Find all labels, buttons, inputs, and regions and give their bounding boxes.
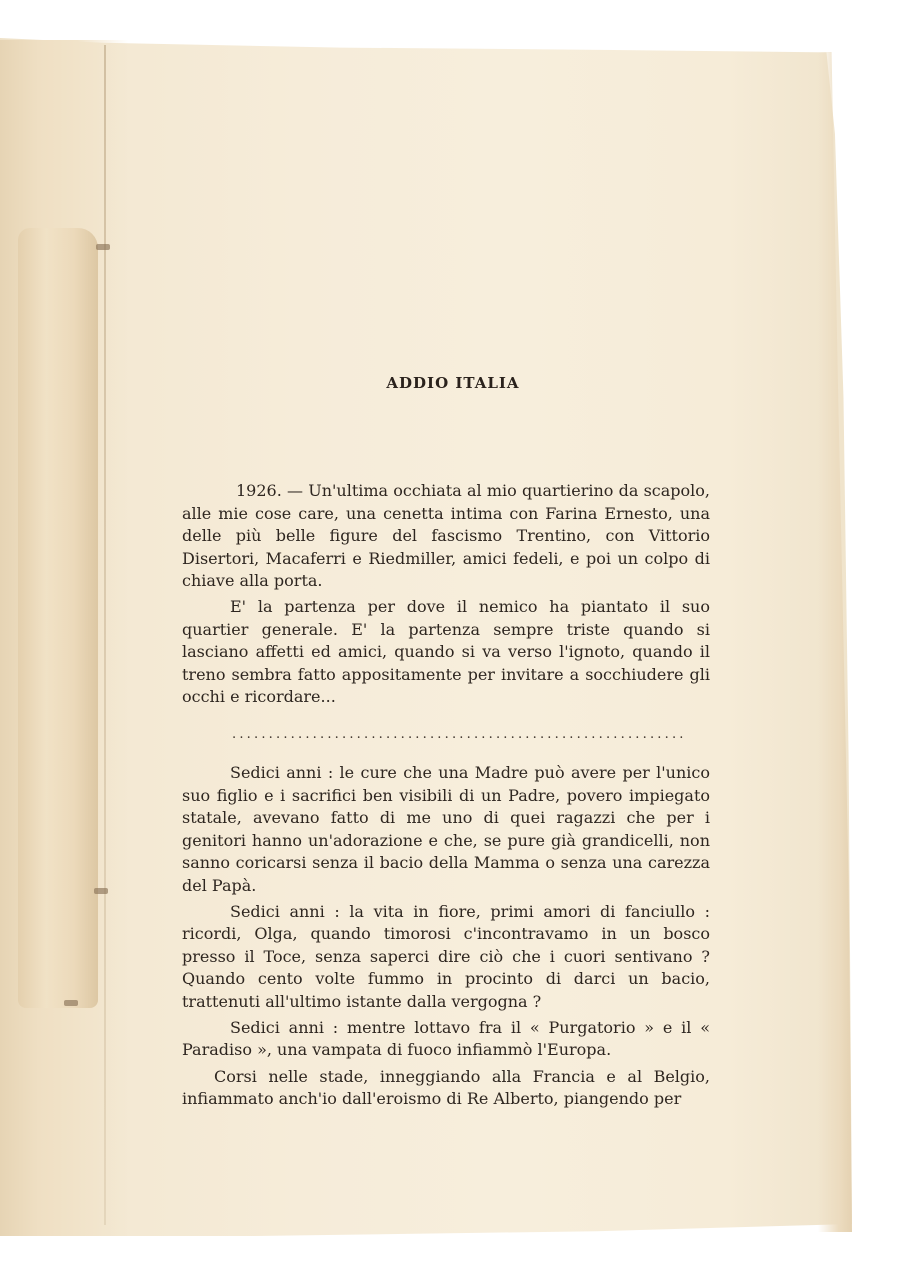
- binding-hole: [64, 1000, 78, 1006]
- binding-hole: [96, 244, 110, 250]
- binding-hole: [94, 888, 108, 894]
- paper-fold: [18, 228, 98, 1008]
- paragraph: Sedici anni : la vita in fiore, primi amori di fanciullo : ricordi, Olga, quando timorosi c'incontravamo in un bosco presso il Toce, senza saperci dire ciò che i cuori sentivano ? Quando cento volte fummo in procinto di darci un bacio, trattenuti all'ultimo istante dalla vergogna ?: [182, 901, 710, 1011]
- paragraph: Sedici anni : mentre lottavo fra il « Purgatorio » e il « Paradiso », una vampata di fuoco infiammò l'Europa.: [182, 1017, 710, 1060]
- paragraph: Corsi nelle stade, inneggiando alla Francia e al Belgio, infiammato anch'io dall'eroismo di Re Alberto, piangendo per: [182, 1066, 710, 1109]
- paragraph: E' la partenza per dove il nemico ha piantato il suo quartier generale. E' la partenza sempre triste quando si lasciano affetti ed amici, quando si va verso l'ignoto, quando il treno sembra fatto appositamente per invitare a socchiudere gli occhi e ricordare...: [182, 597, 710, 707]
- paragraph: 1926. — Un'ultima occhiata al mio quartierino da scapolo, alle mie cose care, una cenetta intima con Farina Ernesto, una delle più belle figure del fascismo Trentino, con Vittorio Disertori, Macaferri e Riedmiller, amici fedeli, e poi un colpo di chiave alla porta.: [182, 481, 710, 591]
- binding-crease: [104, 45, 106, 1225]
- paragraph: Sedici anni : le cure che una Madre può avere per l'unico suo figlio e i sacrifici ben visibili di un Padre, povero impiegato statale, avevano fatto di me uno di quei ragazzi che per i genitori hanno un'adorazione e che, se pure già grandicelli, non sanno coricarsi senza il bacio della Mamma o senza una carezza del Papà.: [182, 763, 710, 895]
- page-text: [182, 372, 710, 1111]
- dotted-separator: ..............................................................: [232, 728, 687, 743]
- chapter-title: ADDIO ITALIA: [386, 374, 520, 392]
